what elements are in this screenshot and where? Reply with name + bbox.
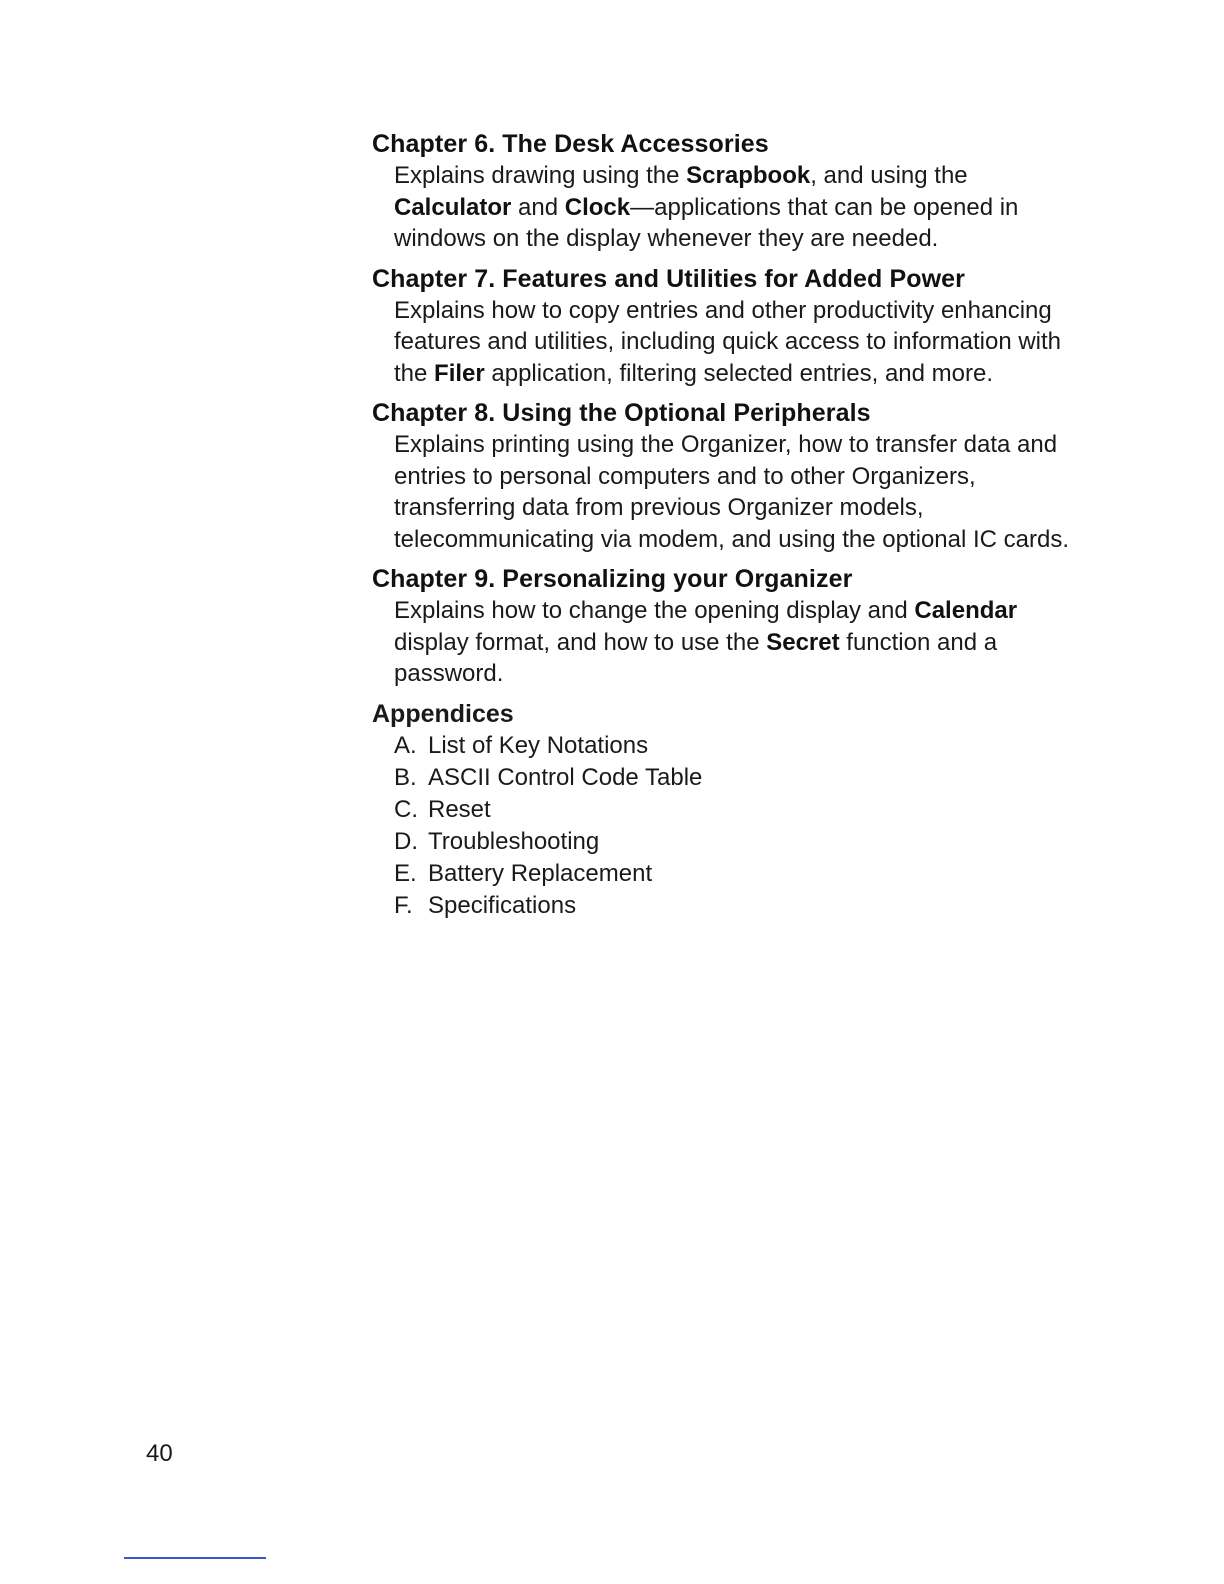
appendix-letter: A.: [394, 731, 417, 759]
bold-term-calculator: Calculator: [394, 193, 512, 221]
chapter-6-description: [372, 160, 1084, 255]
chapter-8-section: [372, 397, 1092, 555]
appendix-label: Specifications: [428, 891, 577, 919]
appendix-label: Troubleshooting: [428, 827, 600, 855]
bold-term-scrapbook: Scrapbook: [686, 162, 811, 189]
text-run: Explains how to change the opening display and: [394, 597, 915, 624]
text-run: —applications that can be opened in windows on the display whenever they are needed.: [394, 193, 1019, 252]
chapter-6-heading: Chapter 6. The Desk Accessories: [372, 130, 769, 158]
appendices-list: [372, 730, 1092, 922]
appendix-item: [394, 762, 1092, 794]
footer-rule: [124, 1557, 266, 1559]
appendix-label: Battery Replacement: [428, 859, 653, 887]
bold-term-secret: Secret: [766, 628, 840, 656]
text-run: display format, and how to use the: [394, 628, 767, 656]
chapter-7-description: [372, 295, 1084, 390]
text-run: , and using the: [810, 162, 968, 189]
appendix-letter: E.: [394, 859, 417, 887]
bold-term-filer: Filer: [434, 359, 485, 387]
chapter-7-heading: Chapter 7. Features and Utilities for Added Power: [372, 264, 965, 293]
chapter-9-heading: Chapter 9. Personalizing your Organizer: [372, 565, 853, 593]
page-number: 40: [146, 1440, 173, 1467]
appendices-section: [372, 698, 1092, 922]
appendix-item: [394, 826, 1092, 858]
appendix-letter: B.: [394, 763, 417, 791]
appendix-letter: C.: [394, 795, 418, 823]
text-run: Explains drawing using the: [394, 162, 687, 189]
chapter-9-description: [372, 595, 1084, 690]
chapter-8-heading: Chapter 8. Using the Optional Peripherals: [372, 399, 871, 427]
appendix-label: Reset: [428, 795, 491, 823]
text-run: function and a password.: [394, 628, 998, 687]
text-run: Explains printing using the Organizer, how to transfer data and entries to personal computers and to other Organizers, transferring data from previous Organizer models, telecommunicating via modem, and using the optional IC cards.: [394, 431, 1070, 553]
text-run: Explains how to copy entries and other productivity enhancing features and utilities, including quick access to information with the: [394, 296, 1062, 387]
chapter-8-description: [372, 429, 1084, 555]
text-run: and: [511, 193, 565, 221]
bold-term-calendar: Calendar: [914, 597, 1018, 624]
appendix-item: [394, 730, 1092, 762]
appendix-item: [394, 890, 1092, 922]
appendix-letter: F.: [394, 891, 413, 919]
appendix-item: [394, 858, 1092, 890]
chapter-7-section: [372, 263, 1092, 390]
chapter-6-section: [372, 128, 1092, 255]
bold-term-clock: Clock: [564, 193, 631, 221]
appendix-label: ASCII Control Code Table: [428, 763, 703, 791]
contents-list: [372, 128, 1092, 930]
appendix-item: [394, 794, 1092, 826]
appendices-heading: Appendices: [372, 699, 514, 728]
text-run: application, filtering selected entries, and more.: [484, 359, 993, 387]
appendix-label: List of Key Notations: [428, 731, 649, 759]
appendix-letter: D.: [394, 827, 418, 855]
chapter-9-section: [372, 563, 1092, 690]
